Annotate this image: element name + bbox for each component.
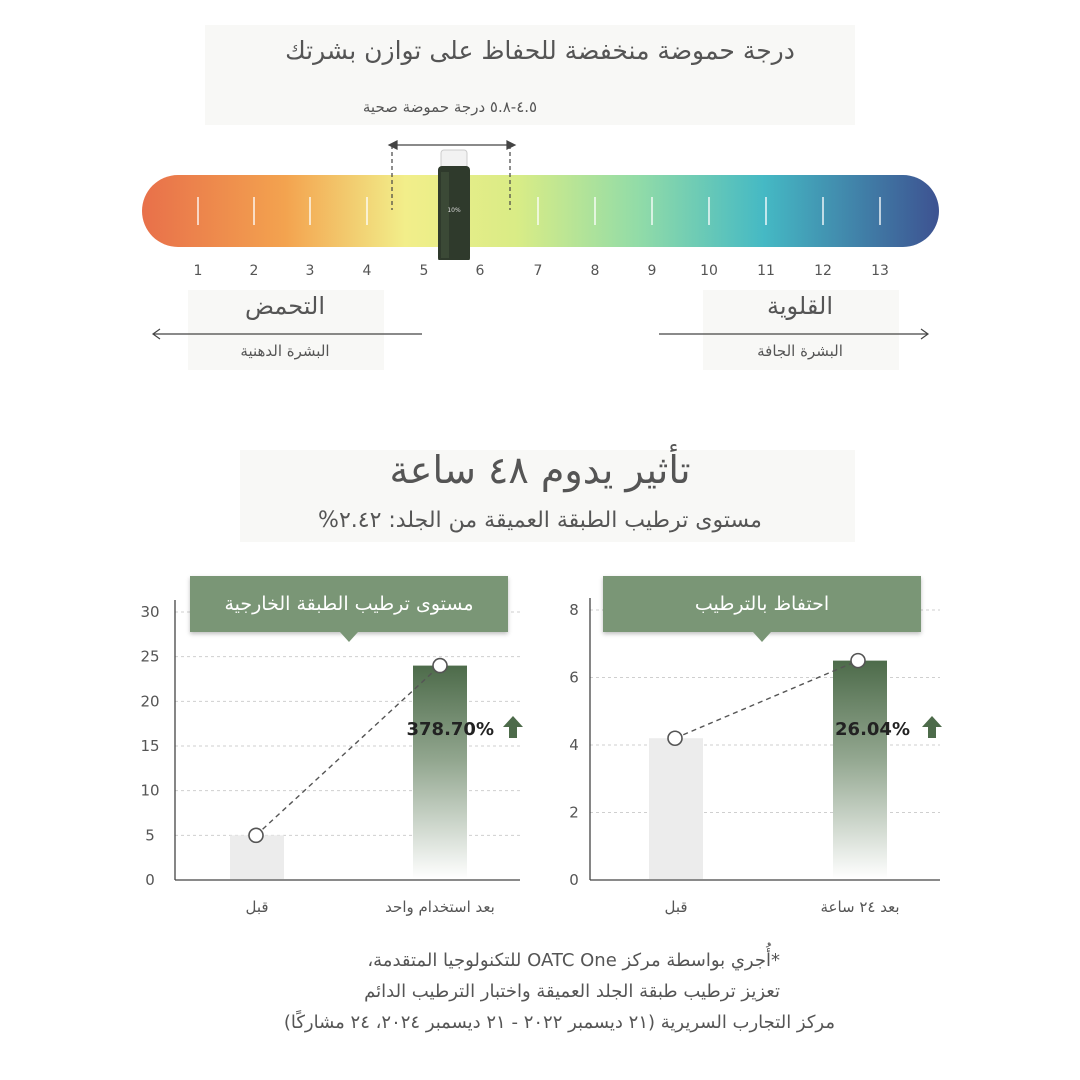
ph-tick: 4 (362, 263, 372, 279)
footnote-line-3: مركز التجارب السريرية (٢١ ديسمبر ٢٠٢٢ - ٢١ ديسمبر ٢٠٢٤، ٢٤ مشاركًا) (283, 1012, 835, 1033)
y-tick-label: 0 (569, 871, 579, 889)
x-category-label: قبل (245, 898, 269, 916)
chart2-title: احتفاظ بالترطيب (694, 593, 830, 615)
trend-line (675, 661, 858, 739)
y-tick-label: 30 (140, 603, 160, 621)
increase-annotation: 26.04% (835, 719, 910, 740)
bar-before (649, 738, 703, 879)
ph-tick: 9 (647, 263, 657, 279)
data-point (851, 654, 865, 668)
x-category-label: قبل (664, 898, 688, 916)
y-tick-label: 8 (569, 601, 579, 619)
effect-subtitle: مستوى ترطيب الطبقة العميقة من الجلد: ٢.٤٢% (318, 508, 762, 533)
y-tick-label: 20 (140, 692, 160, 711)
alkaline-title: القلوية (766, 292, 833, 320)
ph-tick: 7 (533, 263, 543, 279)
ph-tick: 3 (305, 263, 315, 279)
effect-title: تأثير يدوم ٤٨ ساعة (389, 448, 691, 492)
footnote-line-1: *أُجري بواسطة مركز OATC One للتكنولوجيا المتقدمة، (367, 950, 780, 971)
product-label: 10% (447, 207, 461, 214)
ph-tick: 10 (700, 263, 718, 279)
ph-tick: 13 (871, 263, 889, 279)
ph-tick: 12 (814, 263, 832, 279)
chart1-title-callout (190, 576, 508, 632)
acid-subtitle: البشرة الدهنية (240, 342, 330, 360)
healthy-range-label: ٤.٥-٥.٨ درجة حموضة صحية (362, 98, 538, 116)
alkaline-subtitle: البشرة الجافة (757, 342, 843, 360)
y-tick-label: 10 (140, 781, 160, 800)
ph-tick: 1 (193, 263, 203, 279)
chart2-title-callout (603, 576, 921, 632)
ph-tick: 5 (419, 263, 429, 279)
acid-title: التحمض (245, 292, 325, 320)
ph-tick: 2 (249, 263, 259, 279)
ph-tick: 6 (475, 263, 485, 279)
ph-tick: 8 (590, 263, 600, 279)
up-arrow-icon (922, 716, 942, 738)
y-tick-label: 25 (140, 647, 160, 666)
y-tick-label: 15 (140, 737, 160, 755)
footnote-line-2: تعزيز ترطيب طبقة الجلد العميقة واختبار الترطيب الدائم (364, 981, 780, 1002)
data-point (668, 731, 682, 745)
y-tick-label: 5 (145, 826, 155, 845)
increase-annotation: 378.70% (406, 719, 494, 740)
x-category-label: بعد ٢٤ ساعة (820, 898, 900, 916)
x-category-label: بعد استخدام واحد (385, 898, 495, 916)
y-tick-label: 0 (145, 871, 155, 889)
y-tick-label: 6 (569, 668, 579, 687)
chart1-title: مستوى ترطيب الطبقة الخارجية (224, 593, 474, 615)
ph-tick: 11 (757, 263, 775, 279)
y-tick-label: 2 (569, 803, 579, 822)
ph-title: درجة حموضة منخفضة للحفاظ على توازن بشرتك (285, 36, 795, 65)
y-tick-label: 4 (569, 736, 579, 754)
bar-after (833, 661, 887, 879)
